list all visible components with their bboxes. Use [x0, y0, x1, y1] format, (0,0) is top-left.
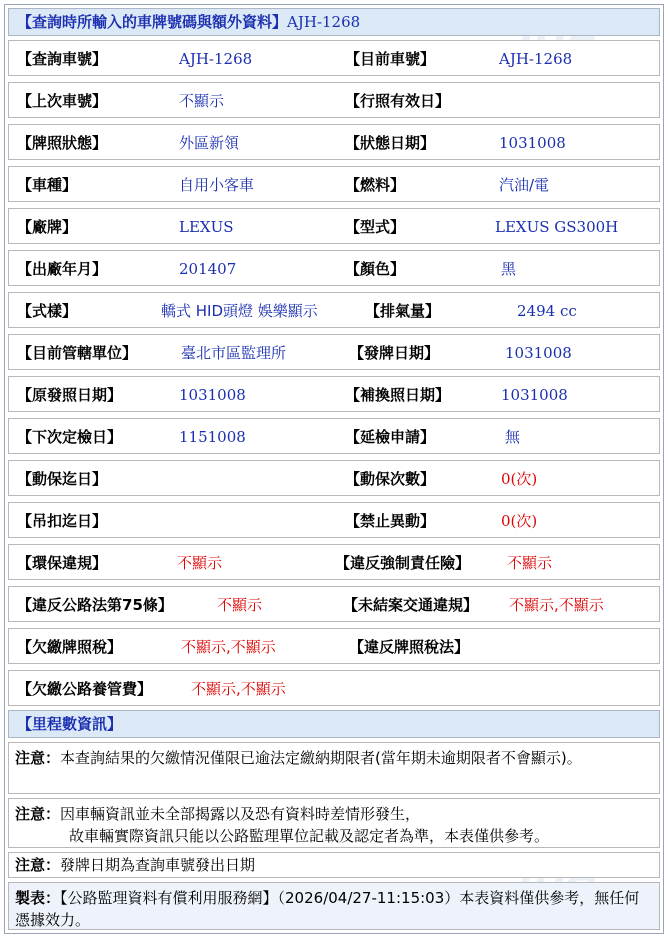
row-previous-plate [8, 82, 660, 118]
row-unpaid-license-tax [8, 628, 660, 664]
value-jurisdiction: 臺北市區監理所 [181, 344, 287, 362]
label-unpaid-license-tax: 【欠繳牌照稅】 [17, 638, 123, 656]
title-prefix: 【查詢時所輸入的車牌號碼與額外資料】 [17, 13, 288, 31]
note-arrears [8, 742, 660, 794]
note-text: 本查詢結果的欠繳情況僅限已逾法定繳納期限者(當年期未逾期限者不會顯示)。 [60, 749, 582, 767]
label-inspection-extension: 【延檢申請】 [345, 428, 436, 446]
report-title [8, 8, 660, 36]
value-status-date: 1031008 [499, 134, 566, 152]
note-label: 注意： [15, 856, 61, 874]
note-text-line1: 因車輛資訊並未全部揭露以及恐有資料時差情形發生， [60, 805, 421, 823]
row-manufacture-date [8, 250, 660, 286]
report-footer [8, 882, 660, 930]
value-body-style: 轎式 HID頭燈 娛樂顯示 [161, 302, 318, 320]
note-issue-date [8, 852, 660, 878]
value-environmental-violation: 不顯示 [177, 554, 223, 572]
label-reissue-date: 【補換照日期】 [345, 386, 451, 404]
row-highway-law-75 [8, 586, 660, 622]
note-disclosure [8, 798, 660, 848]
footer-text: 【公路監理資料有償利用服務網】（2026/04/27-11:15:03）本表資料僅供參考，無任何憑據效力。 [15, 889, 640, 929]
note-label: 注意： [15, 805, 61, 823]
label-unpaid-road-fee: 【欠繳公路養管費】 [17, 680, 153, 698]
value-plate-status: 外區新領 [179, 134, 240, 152]
row-unpaid-road-fee [8, 670, 660, 706]
footer-label: 製表： [15, 889, 61, 907]
value-vehicle-type: 自用小客車 [179, 176, 255, 194]
row-jurisdiction [8, 334, 660, 370]
label-brand: 【廠牌】 [17, 218, 78, 236]
row-vehicle-type [8, 166, 660, 202]
label-vehicle-type: 【車種】 [17, 176, 78, 194]
note-label: 注意： [15, 749, 61, 767]
label-fuel: 【燃料】 [345, 176, 406, 194]
label-plate-status: 【牌照狀態】 [17, 134, 108, 152]
label-issue-date: 【發牌日期】 [349, 344, 440, 362]
value-issue-date: 1031008 [505, 344, 572, 362]
label-original-license-date: 【原發照日期】 [17, 386, 123, 404]
label-status-date: 【狀態日期】 [345, 134, 436, 152]
label-manufacture-date: 【出廠年月】 [17, 260, 108, 278]
label-suspension-end-date: 【吊扣迄日】 [17, 512, 108, 530]
label-displacement: 【排氣量】 [365, 302, 441, 320]
note-text: 發牌日期為查詢車號發出日期 [60, 856, 256, 874]
value-manufacture-date: 201407 [179, 260, 237, 278]
label-model: 【型式】 [345, 218, 406, 236]
value-query-plate: AJH-1268 [179, 50, 253, 68]
label-next-inspection: 【下次定檢日】 [17, 428, 123, 446]
value-compulsory-insurance: 不顯示 [507, 554, 553, 572]
value-highway-law-75: 不顯示 [217, 596, 263, 614]
value-transfer-prohibited: 0(次) [501, 512, 538, 530]
row-plate-status [8, 124, 660, 160]
label-query-plate: 【查詢車號】 [17, 50, 108, 68]
value-fuel: 汽油/電 [499, 176, 550, 194]
label-current-plate: 【目前車號】 [345, 50, 436, 68]
value-next-inspection: 1151008 [179, 428, 246, 446]
label-previous-plate: 【上次車號】 [17, 92, 108, 110]
value-original-license-date: 1031008 [179, 386, 246, 404]
label-license-valid-date: 【行照有效日】 [345, 92, 451, 110]
row-environmental-violation [8, 544, 660, 580]
mileage-header: 【里程數資訊】 [8, 710, 660, 738]
title-plate: AJH-1268 [287, 13, 361, 31]
label-lien-end-date: 【動保迄日】 [17, 470, 108, 488]
value-model: LEXUS GS300H [495, 218, 619, 236]
label-body-style: 【式樣】 [17, 302, 78, 320]
value-inspection-extension: 無 [505, 428, 521, 446]
value-brand: LEXUS [179, 218, 234, 236]
row-suspension-end-date [8, 502, 660, 538]
label-license-tax-violation: 【違反牌照稅法】 [349, 638, 470, 656]
row-next-inspection [8, 418, 660, 454]
row-brand [8, 208, 660, 244]
value-unpaid-license-tax: 不顯示,不顯示 [181, 638, 276, 656]
note-text-line2: 故車輛實際資訊只能以公路監理單位記載及認定者為準，本表僅供參考。 [69, 827, 550, 845]
row-lien-end-date [8, 460, 660, 496]
value-reissue-date: 1031008 [501, 386, 568, 404]
label-highway-law-75: 【違反公路法第75條】 [17, 596, 173, 614]
value-current-plate: AJH-1268 [499, 50, 573, 68]
value-displacement: 2494 cc [517, 302, 577, 320]
label-compulsory-insurance: 【違反強制責任險】 [335, 554, 471, 572]
row-query-plate [8, 40, 660, 76]
value-lien-count: 0(次) [501, 470, 538, 488]
label-transfer-prohibited: 【禁止異動】 [345, 512, 436, 530]
label-color: 【顏色】 [345, 260, 406, 278]
row-body-style [8, 292, 660, 328]
value-unpaid-road-fee: 不顯示,不顯示 [191, 680, 286, 698]
value-previous-plate: 不顯示 [179, 92, 225, 110]
label-jurisdiction: 【目前管轄單位】 [17, 344, 138, 362]
value-color: 黑 [501, 260, 517, 278]
row-original-license-date [8, 376, 660, 412]
label-lien-count: 【動保次數】 [345, 470, 436, 488]
label-open-traffic-violations: 【未結案交通違規】 [343, 596, 479, 614]
value-open-traffic-violations: 不顯示,不顯示 [509, 596, 604, 614]
label-environmental-violation: 【環保違規】 [17, 554, 108, 572]
